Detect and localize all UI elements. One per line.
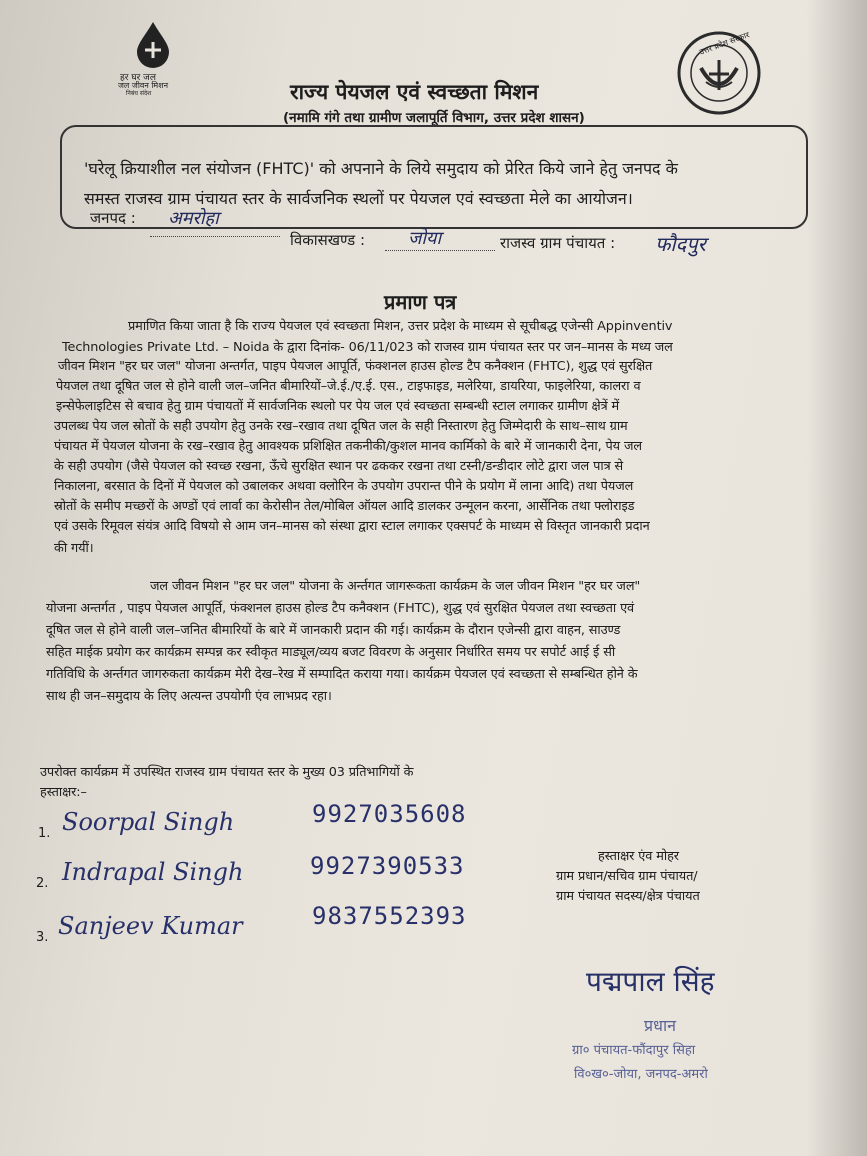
para1-line: पंचायत में पेयजल योजना के रख–रखाव हेतु आवश्यक प्रशिक्षित तकनीकी/कुशल मानव कार्मिको के बारे में जानकारी देना, पेय जल — [54, 439, 642, 454]
para2-line: दूषित जल से होने वाली जल–जनित बीमारियों के बारे में जानकारी प्रदान की गई। कार्यक्रम के दौरान एजेन्सी द्वारा वाहन, साउण्ड — [46, 623, 621, 638]
gram-panchayat-label: राजस्व ग्राम पंचायत : — [500, 234, 616, 252]
participant-signature: Soorpal Singh — [62, 808, 235, 836]
participant-number: 1. — [38, 826, 51, 841]
participant-number: 3. — [36, 930, 49, 945]
stamp-line-3: वि०ख०-जोया, जनपद-अमरो — [574, 1067, 708, 1082]
stamp-line-2: ग्रा० पंचायत-फौंदापुर सिहा — [572, 1043, 696, 1058]
para1-line: प्रमाणित किया जाता है कि राज्य पेयजल एवं स्वच्छता मिशन, उत्तर प्रदेश के माध्यम से सूचीबद्ध एजेन्सी Appinventiv — [128, 319, 673, 334]
block-underline — [385, 250, 495, 251]
para2-line: जल जीवन मिशन "हर घर जल" योजना के अर्न्तगत जागरूकता कार्यक्रम के जल जीवन मिशन "हर घर जल" — [150, 579, 641, 594]
para2-line: सहित माईक प्रयोग कर कार्यक्रम सम्पन्न कर स्वीकृत माड्यूल/व्यय बजट विवरण के अनुसार निर्धारित समय पर सपोर्ट आई ई सी — [46, 645, 616, 660]
para1-line: पेयजल तथा दूषित जल से होने वाली जल–जनित बीमारियों–जे.ई./ए.ई. एस., टाइफाइड, मलेरिया, डायरिया, फाइलेरिया, कालरा व — [56, 379, 641, 394]
stamp-line-1: प्रधान — [644, 1016, 676, 1035]
para1-line: इन्सेफेलाइटिस से बचाव हेतु ग्राम पंचायतों में सार्वजनिक स्थलो पर पेय जल एवं स्वच्छता सम्बन्धी स्टाल लगाकर ग्रामीण क्षेत्रें में — [56, 399, 620, 414]
para1-line: की गयीं। — [54, 541, 94, 556]
logo-text-1: हर घर जल — [120, 73, 156, 83]
para1-line: एवं उसके रिमूवल संयंत्र आदि विषयो से आम जन–मानस को संस्था द्वारा स्टाल लगाकर एक्सपर्ट के माध्यम से विस्तृत जानकारी प्रदान — [54, 519, 650, 534]
gram-panchayat-value: फौदपुर — [655, 232, 706, 256]
notice-line-2: समस्त राजस्व ग्राम पंचायत स्तर के सार्वजनिक स्थलों पर पेयजल एवं स्वच्छता मेले का आयोजन। — [84, 189, 633, 208]
water-drop-icon — [133, 20, 173, 68]
para1-line: के सही उपयोग (जैसे पेयजल को स्वच्छ रखना, ऊँचे सुरक्षित स्थान पर ढककर रखना तथा टस्नी/डन्डीदार लोटे द्वारा जल पात्र से — [54, 459, 624, 474]
para1-line: उपलब्ध पेय जल स्रोतों के सही उपयोग हेतु उनके रख–रखाव तथा दूषित जल के सही निस्तारण हेतु जिम्मेदारी के साथ–साथ ग्राम — [54, 419, 628, 434]
participant-signature: Sanjeev Kumar — [58, 912, 243, 940]
district-underline — [150, 236, 280, 237]
logo-text-2: जल जीवन मिशन — [118, 81, 169, 90]
participant-phone: 9927390533 — [310, 852, 465, 880]
participant-phone: 9927035608 — [312, 800, 467, 828]
para1-line: निकालना, बरसात के दिनों में पेयजल को उबालकर अथवा क्लोरिन के उपयोग उपरान्त पीने के प्रयोग में लाना आदि) तथा पेयजल — [54, 479, 634, 494]
page-shadow — [807, 0, 867, 1156]
para2-line: योजना अन्तर्गत , पाइप पेयजल आपूर्ति, फंक्शनल हाउस होल्ड टैप कनैक्शन (FHTC), शुद्ध एवं सुरक्षित पेयजल तथा स्वच्छता एवं — [46, 601, 635, 616]
para1-line: जीवन मिशन "हर घर जल" योजना अन्तर्गत, पाइप पेयजल आपूर्ति, फंक्शनल हाउस होल्ड टैप कनैक्शन (FHTC), शुद्ध एवं सुरक्षित — [58, 359, 653, 374]
signatory-label-3: ग्राम पंचायत सदस्य/क्षेत्र पंचायत — [556, 889, 700, 904]
notice-line-1: 'घरेलू क्रियाशील नल संयोजन (FHTC)' को अपनाने के लिये समुदाय को प्रेरित किये जाने हेतु जनपद के — [84, 159, 678, 178]
signatory-signature: पद्मपाल सिंह — [586, 965, 715, 998]
district-value: अमरोहा — [168, 208, 219, 229]
certificate-title: प्रमाण पत्र — [384, 290, 457, 314]
signatory-label-1: हस्ताक्षर एंव मोहर — [598, 849, 679, 864]
logo-text-3: निबंध संदेश — [126, 90, 152, 97]
emblem-text: उत्तर प्रदेश सरकार — [698, 30, 751, 57]
para2-line: साथ ही जन–समुदाय के लिए अत्यन्त उपयोगी एंव लाभप्रद रहा। — [46, 689, 332, 704]
participant-phone: 9837552393 — [312, 902, 467, 930]
participants-intro: उपरोक्त कार्यक्रम में उपस्थित राजस्व ग्राम पंचायत स्तर के मुख्य 03 प्रतिभागियों के — [40, 765, 414, 780]
page-title: राज्य पेयजल एवं स्वच्छता मिशन — [290, 80, 539, 104]
signatory-label-2: ग्राम प्रधान/सचिव ग्राम पंचायत/ — [556, 869, 698, 884]
up-government-emblem — [676, 30, 762, 116]
har-ghar-jal-logo — [118, 20, 188, 100]
participants-signature-label: हस्ताक्षर:– — [40, 785, 87, 800]
block-value: जोया — [408, 228, 442, 249]
block-label: विकासखण्ड : — [290, 231, 366, 249]
para2-line: गतिविधि के अर्न्तगत जागरुकता कार्यक्रम मेरी देख–रेख में सम्पादित कराया गया। कार्यक्रम पेयजल एवं स्वच्छता से सम्बन्धित होने के — [46, 667, 638, 682]
para1-line: स्रोतों के समीप मच्छरों के अण्डों एवं लार्वा का केरोसीन तेल/मोबिल ऑयल आदि डालकर उन्मूलन करना, आर्सेनिक तथा फ्लोराइड — [54, 499, 635, 514]
participant-number: 2. — [36, 876, 49, 891]
district-label: जनपद : — [90, 209, 136, 227]
para1-line: Technologies Private Ltd. – Noida के द्वारा दिनांक- 06/11/023 को राजस्व ग्राम पंचायत स्तर पर जन–मानस के मध्य जल — [62, 340, 673, 355]
participant-signature: Indrapal Singh — [62, 858, 244, 886]
page-subtitle: (नमामि गंगे तथा ग्रामीण जलापूर्ति विभाग, उत्तर प्रदेश शासन) — [283, 110, 585, 126]
